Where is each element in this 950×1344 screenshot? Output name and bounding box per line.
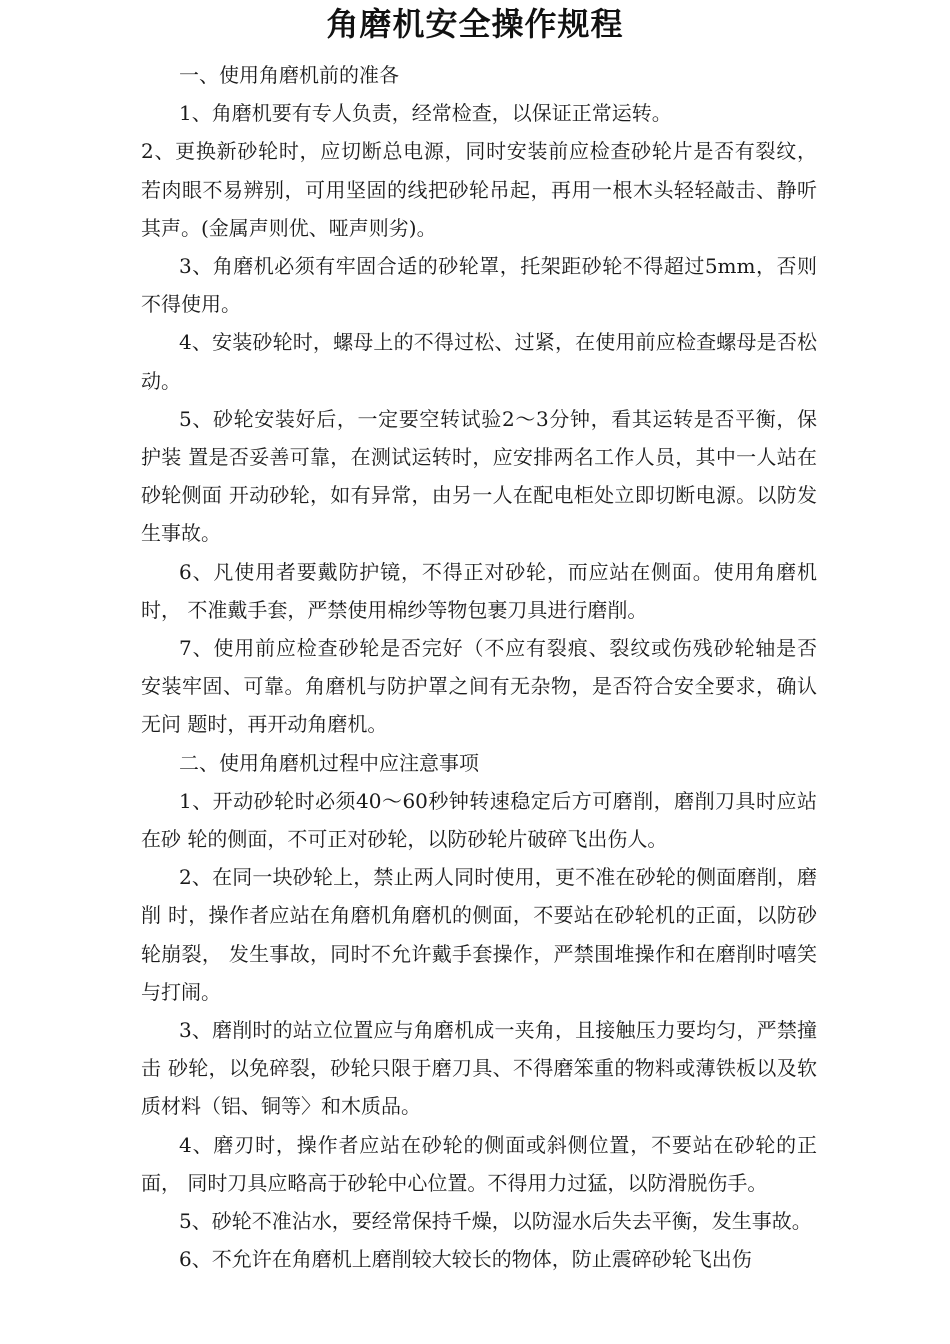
document-paragraph: 3、磨削时的站立位置应与角磨机成一夹角，且接触压力要均匀，严禁撞击 砂轮，以免碎裂，砂轮只限于磨刀具、不得磨笨重的物料或薄铁板以及软质材料（铝、铜等〉和木质品。 — [141, 1018, 817, 1119]
document-paragraph: 二、使用角磨机过程中应注意事项 — [179, 750, 479, 775]
document-paragraph: 5、砂轮不准沾水，要经常保持千燥，以防湿水后失去平衡，发生事故。 — [179, 1209, 812, 1234]
document-paragraph: 4、磨刃时，操作者应站在砂轮的侧面或斜侧位置，不要站在砂轮的正面， 同时刀具应略高于砂轮中心位置。不得用力过猛，以防滑脱伤手。 — [141, 1132, 817, 1195]
document-paragraph: 2、更换新砂轮时，应切断总电源，同时安装前应检查砂轮片是否有裂纹， 若肉眼不易辨别，可用坚固的线把砂轮吊起，再用一根木头轻轻敲击、静听其声。(金属声则优、哑声则劣)。 — [141, 139, 817, 240]
document-paragraph: 2、在同一块砂轮上，禁止两人同时使用，更不准在砂轮的侧面磨削，磨削 时，操作者应站在角磨机角磨机的侧面，不要站在砂轮机的正面，以防砂轮崩裂， 发生事故，同时不允许戴手套操作，严禁围堆操作和在磨削时嘻笑与打闹。 — [141, 865, 817, 1004]
document-paragraph: 5、砂轮安装好后，一定要空转试验2〜3分钟，看其运转是否平衡，保护装 置是否妥善可靠，在测试运转时，应安排两名工作人员，其中一人站在砂轮侧面 开动砂轮，如有异常，由另一人在配电柜处立即切断电源。以防发生事故。 — [141, 406, 817, 546]
document-body — [141, 56, 817, 1279]
document-paragraph: 1、角磨机要有专人负责，经常检查，以保证正常运转。 — [179, 101, 672, 126]
document-paragraph: 1、开动砂轮时必须40〜60秒钟转速稳定后方可磨削，磨削刀具时应站在砂 轮的侧面，不可正对砂轮，以防砂轮片破碎飞出伤人。 — [141, 788, 817, 852]
document-paragraph: 7、使用前应检查砂轮是否完好（不应有裂痕、裂纹或伤残砂轮轴是否 安装牢固、可靠。角磨机与防护罩之间有无杂物，是否符合安全要求，确认无问 题时，再开动角磨机。 — [141, 636, 817, 737]
document-title: 角磨机安全操作规程 — [326, 5, 624, 43]
document-paragraph: 一、使用角磨机前的准各 — [179, 63, 399, 87]
document-paragraph: 6、凡使用者要戴防护镜，不得正对砂轮，而应站在侧面。使用角磨机时， 不准戴手套，严禁使用棉纱等物包裹刀具进行磨削。 — [141, 559, 817, 622]
document-paragraph: 3、角磨机必须有牢固合适的砂轮罩，托架距砂轮不得超过5mm，否则不得使用。 — [141, 254, 817, 317]
document-paragraph: 6、不允许在角磨机上磨削较大较长的物体，防止震碎砂轮飞出伤 — [179, 1247, 752, 1272]
document-paragraph: 4、安装砂轮时，螺母上的不得过松、过紧，在使用前应检查螺母是否松动。 — [141, 330, 817, 393]
